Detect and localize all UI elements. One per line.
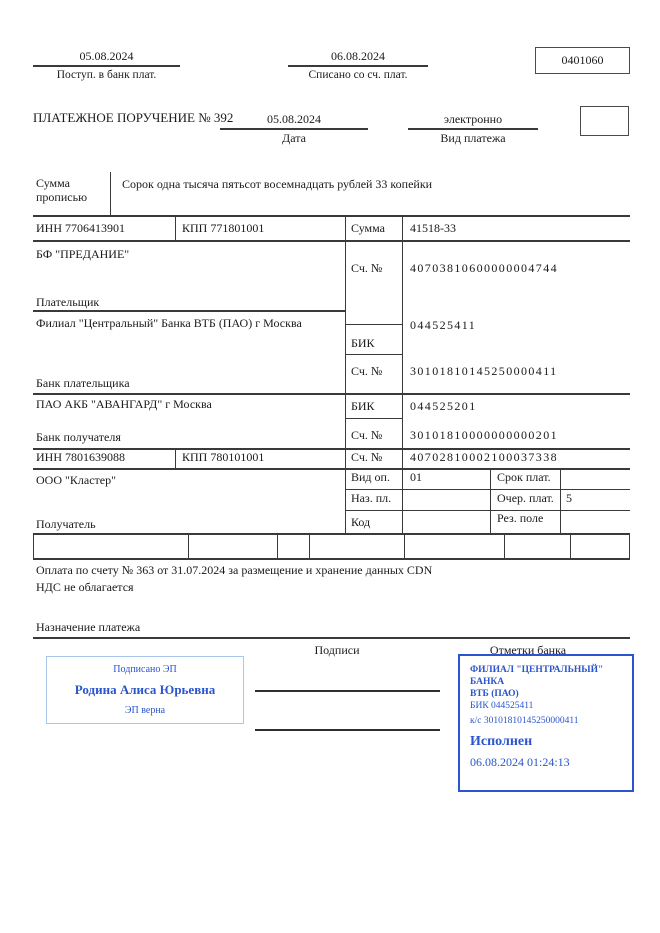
- divider: [288, 65, 428, 67]
- divider: [175, 216, 176, 241]
- bank-stamp-datetime: 06.08.2024 01:24:13: [470, 755, 570, 769]
- divider: [220, 128, 368, 130]
- payer-account: 40703810600000004744: [410, 261, 558, 275]
- divider: [490, 468, 491, 533]
- divider: [309, 533, 310, 558]
- payer-name: БФ "ПРЕДАНИЕ": [36, 247, 130, 261]
- beneficiary-account: 40702810002100037338: [410, 450, 558, 464]
- beneficiary-inn: ИНН 7801639088: [36, 450, 125, 464]
- beneficiary-label: Получатель: [36, 517, 96, 531]
- payer-bank-account-label: Сч. №: [351, 364, 383, 378]
- signatures-label: Подписи: [314, 643, 360, 657]
- beneficiary-account-label: Сч. №: [351, 450, 383, 464]
- divider: [404, 533, 405, 558]
- beneficiary-kpp: КПП 780101001: [182, 450, 265, 464]
- document-title: ПЛАТЕЖНОЕ ПОРУЧЕНИЕ № 392: [33, 110, 234, 125]
- payer-bank-bik-label: БИК: [351, 336, 375, 350]
- date-label: Дата: [282, 131, 306, 145]
- beneficiary-bank-bik: 044525201: [410, 399, 477, 413]
- beneficiary-bank-name: ПАО АКБ "АВАНГАРД" г Москва: [36, 397, 212, 411]
- debited-date: 06.08.2024: [331, 49, 385, 63]
- bank-stamp-bik: БИК 044525411: [470, 701, 534, 711]
- divider: [570, 533, 571, 558]
- divider: [560, 468, 561, 533]
- payer-kpp: КПП 771801001: [182, 221, 265, 235]
- divider: [33, 240, 630, 242]
- beneficiary-bank-account-label: Сч. №: [351, 428, 383, 442]
- amount-label: Сумма: [351, 221, 385, 235]
- divider: [33, 637, 630, 639]
- beneficiary-bank-label: Банк получателя: [36, 430, 121, 444]
- payer-bank-name: Филиал "Центральный" Банка ВТБ (ПАО) г Москва: [36, 316, 302, 330]
- divider: [408, 128, 538, 130]
- divider: [345, 418, 402, 419]
- amount-in-words-label: Сумма прописью: [36, 176, 88, 204]
- received-date: 05.08.2024: [79, 49, 134, 63]
- divider: [345, 489, 630, 490]
- bank-stamp-status: Исполнен: [470, 734, 533, 749]
- bank-marks-label: Отметки банка: [489, 643, 567, 657]
- divider: [33, 310, 345, 312]
- bank-stamp-corr-account: к/с 30101810145250000411: [470, 716, 579, 726]
- payer-bank-bik: 044525411: [410, 318, 477, 332]
- divider: [33, 533, 630, 535]
- beneficiary-name: ООО "Кластер": [36, 473, 117, 487]
- divider: [33, 393, 630, 395]
- payer-label: Плательщик: [36, 295, 100, 309]
- signature-stamp-line1: Подписано ЭП: [113, 664, 177, 675]
- document-date: 05.08.2024: [267, 112, 321, 126]
- divider: [277, 533, 278, 558]
- divider: [33, 65, 180, 67]
- purpose-label: Назначение платежа: [36, 620, 141, 634]
- purpose-line2: НДС не облагается: [36, 580, 134, 594]
- form-code: 0401060: [561, 53, 604, 67]
- status-checkbox: [580, 106, 629, 136]
- divider: [110, 172, 111, 216]
- op-kind-value: 01: [410, 470, 422, 484]
- divider: [402, 216, 403, 533]
- divider: [345, 216, 346, 533]
- divider: [629, 533, 630, 558]
- payer-inn: ИНН 7706413901: [36, 221, 125, 235]
- payment-kind: электронно: [443, 112, 503, 126]
- code-label: Код: [351, 515, 371, 529]
- purpose-line1: Оплата по счету № 363 от 31.07.2024 за размещение и хранение данных CDN: [36, 563, 433, 577]
- divider: [33, 533, 34, 558]
- op-kind-label: Вид оп.: [351, 470, 390, 484]
- divider: [345, 510, 630, 511]
- divider: [33, 558, 630, 560]
- signature-line: [255, 729, 440, 731]
- payer-bank-label: Банк плательщика: [36, 376, 130, 390]
- bank-stamp-name-line2: ВТБ (ПАО): [470, 689, 519, 699]
- bank-stamp-name-line1: ФИЛИАЛ "ЦЕНТРАЛЬНЫЙ" БАНКА: [470, 665, 604, 687]
- divider: [345, 354, 402, 355]
- signature-stamp-name: Родина Алиса Юрьевна: [74, 682, 216, 697]
- reserve-field-label: Рез. поле: [497, 511, 544, 525]
- divider: [345, 324, 402, 325]
- payer-account-label: Сч. №: [351, 261, 383, 275]
- signature-line: [255, 690, 440, 692]
- form-code-box: [535, 47, 630, 74]
- payment-kind-label: Вид платежа: [440, 131, 506, 145]
- beneficiary-bank-account: 30101810000000000201: [410, 428, 558, 442]
- priority-value: 5: [566, 491, 572, 505]
- divider: [33, 215, 630, 217]
- amount-value: 41518-33: [410, 221, 456, 235]
- received-date-label: Поступ. в банк плат.: [56, 69, 157, 81]
- bank-stamp: [458, 654, 634, 792]
- divider: [188, 533, 189, 558]
- signature-stamp-line3: ЭП верна: [124, 705, 166, 716]
- pay-term-label: Срок плат.: [497, 470, 551, 484]
- signature-stamp: [46, 656, 244, 724]
- divider: [504, 533, 505, 558]
- payer-bank-account: 30101810145250000411: [410, 364, 558, 378]
- priority-label: Очер. плат.: [497, 491, 554, 505]
- beneficiary-bank-bik-label: БИК: [351, 399, 375, 413]
- divider: [175, 448, 176, 468]
- amount-in-words: Сорок одна тысяча пятьсот восемнадцать рублей 33 копейки: [122, 177, 433, 191]
- debited-date-label: Списано со сч. плат.: [308, 69, 408, 81]
- purpose-code-label: Наз. пл.: [351, 491, 392, 505]
